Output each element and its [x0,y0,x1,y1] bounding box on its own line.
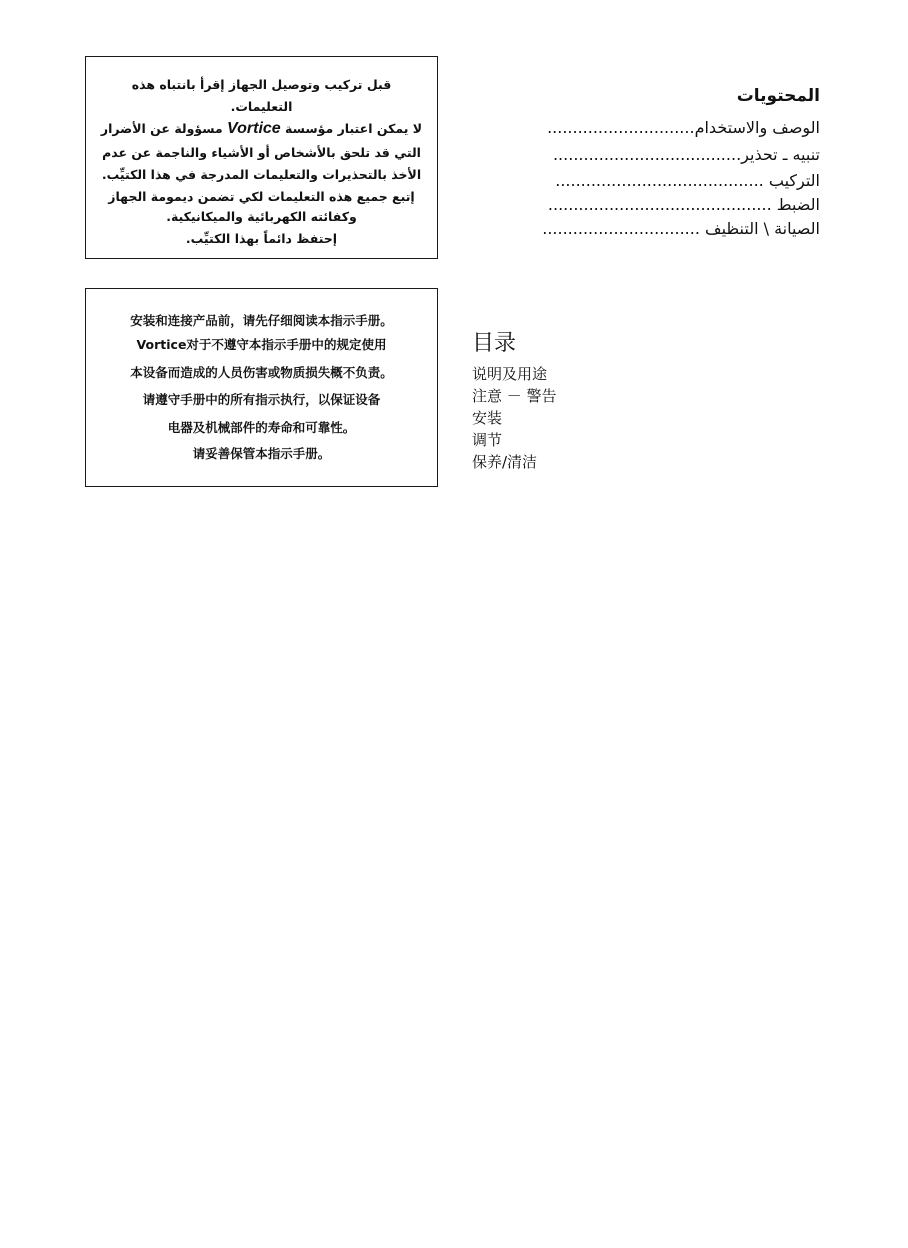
chinese-notice-line: Vortice对于不遵守本指示手册中的规定使用 [136,337,387,352]
arabic-toc-item [542,219,820,239]
chinese-notice-line: 电器及机械部件的寿命和可靠性。 [167,420,356,435]
arabic-toc-item [547,118,820,138]
toc-label: الضبط [776,195,820,214]
arabic-notice-text: لا يمكن اعتبار مؤسسة [285,121,423,136]
arabic-notice-text: مسؤولة عن الأضرار [100,121,223,136]
chinese-notice-line: 安装和连接产品前，请先仔细阅读本指示手册。 [130,313,393,328]
chinese-toc-item: 保养/清洁 [472,453,538,471]
chinese-notice-box [85,288,438,487]
toc-label: تنبيه ـ تحذير [741,145,820,164]
toc-leader-dots: ............................... [542,219,700,238]
chinese-notice-line: 本设备而造成的人员伤害或物质损失概不负责。 [130,365,393,380]
toc-leader-dots: ..................................... [552,145,742,164]
toc-leader-dots: ......................................... [555,171,764,190]
arabic-notice-line: التي قد تلحق بالأشخاص أو الأشياء والناجمة عن عدم [102,145,421,160]
arabic-notice-line: الأخذ بالتحذيرات والتعليمات المدرجة في هذا الكتيِّب. [101,167,422,182]
arabic-notice-box [85,56,438,259]
chinese-toc-item: 说明及用途 [472,365,548,383]
chinese-toc-item: 调节 [472,431,503,449]
arabic-toc-title: المحتويات [736,86,820,106]
arabic-toc-item [548,195,820,215]
chinese-toc-item: 安装 [472,409,503,427]
arabic-notice-line: وكفائته الكهربائية والميكانيكية. [166,209,357,224]
arabic-notice-line: قبل تركيب وتوصيل الجهاز إقرأ بانتباه هذه [131,77,392,92]
toc-label: الوصف والاستخدام [694,118,820,137]
brand-name: Vortice [227,120,281,137]
chinese-toc-item: 注意 － 警告 [472,387,557,405]
toc-label: التركيب [768,171,820,190]
arabic-notice-line: التعليمات. [230,99,293,114]
chinese-toc-title: 目录 [472,331,517,356]
arabic-toc-item [553,145,820,165]
arabic-toc-item [555,171,820,191]
chinese-notice-line: 请妥善保管本指示手册。 [192,446,331,461]
arabic-notice-line-brand [86,121,437,137]
arabic-notice-line: إتبع جميع هذه التعليمات لكي تضمن ديمومة الجهاز [108,189,415,204]
chinese-notice-line: 请遵守手册中的所有指示执行，以保证设备 [142,392,381,407]
toc-leader-dots: ............................................ [547,195,772,214]
toc-leader-dots: ............................. [547,118,695,137]
arabic-notice-line: إحتفظ دائماً بهذا الكتيِّب. [185,231,338,246]
toc-label: الصيانة \ التنظيف [705,219,820,238]
